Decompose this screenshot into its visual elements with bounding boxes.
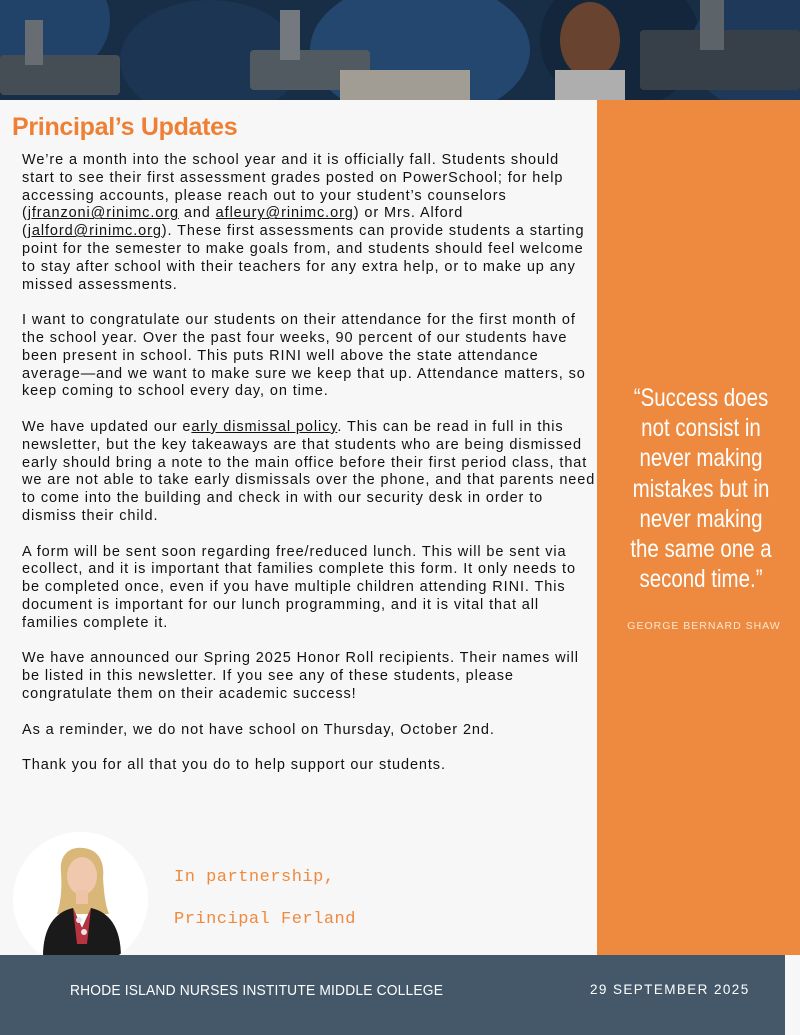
issue-date: 29 SEPTEMBER 2025	[590, 982, 750, 997]
closing-line: In partnership,	[174, 868, 335, 887]
paragraph-text: ). These first assessments can provide students a starting point for the semester to make goals from, and students should feel welcome to stay after school with their teachers for any extra help, or to make up any missed assessments.	[22, 223, 585, 293]
paragraph-text: and	[178, 205, 216, 222]
quote-author: GEORGE BERNARD SHAW	[627, 620, 781, 632]
email-link[interactable]: jfranzoni@rinimc.org	[27, 205, 179, 222]
paragraph-text: I want to congratulate our students on their attendance for the first month of the school year. Over the past four weeks, 90 percent of our students have been present in school. This puts RINI well above the state attendance average—and we want to make sure we keep that up. Attendance matters, so keep coming to school every day, on time.	[22, 312, 586, 400]
paragraph-text: We have announced our Spring 2025 Honor Roll recipients. Their names will be listed in this newsletter. If you see any of these students, please congratulate them on their academic success!	[22, 650, 579, 702]
paragraph	[22, 650, 596, 703]
paragraph-text: As a reminder, we do not have school on Thursday, October 2nd.	[22, 721, 495, 738]
paragraph	[22, 722, 596, 740]
school-name: RHODE ISLAND NURSES INSTITUTE MIDDLE COLLEGE	[70, 982, 444, 999]
pull-quote: “Success does not consist in never making mistakes but in never making the same one a second time.”	[630, 384, 772, 594]
principal-portrait-graphic	[13, 832, 148, 967]
email-link[interactable]: afleury@rinimc.org	[215, 205, 354, 222]
paragraph-text: A form will be sent soon regarding free/reduced lunch. This will be sent via ecollect, and it is important that families complete this form. It only needs to be completed once, even if you have multiple children attending RINI. This document is important for our lunch programming, and it is vital that all families complete it.	[22, 543, 576, 631]
paragraph	[22, 312, 596, 401]
paragraph-text: Thank you for all that you do to help support our students.	[22, 757, 446, 774]
principal-photo	[13, 832, 148, 967]
paragraph	[22, 419, 596, 526]
email-link[interactable]: jalford@rinimc.org	[27, 223, 162, 240]
paragraph-text: We have updated our e	[22, 418, 192, 435]
paragraph-text: We’re a month into the school year and it is officially fall. Students should start to see their first assessment grades posted on PowerSchool; for help accessing accounts, please reach out to your student’s counselors (	[22, 152, 564, 222]
paragraph	[22, 544, 596, 633]
section-heading: Principal’s Updates	[12, 113, 238, 141]
header-photo	[0, 0, 800, 100]
principal-signature: Principal Ferland	[174, 910, 356, 929]
paragraph-text: ) or Mrs. Alford (	[22, 205, 464, 240]
paragraph	[22, 152, 596, 294]
microscope-scene-graphic	[0, 0, 800, 100]
paragraph	[22, 757, 596, 775]
early-dismissal-policy-link[interactable]: arly dismissal policy	[191, 418, 338, 435]
article-body	[22, 152, 596, 793]
paragraph-text: . This can be read in full in this newsletter, but the key takeaways are that students who are being dismissed early should bring a note to the main office before their first period class, that we are not able to take early dismissals over the phone, and that parents need to come into the building and check in with our security desk in order to dismiss their child.	[22, 418, 596, 524]
